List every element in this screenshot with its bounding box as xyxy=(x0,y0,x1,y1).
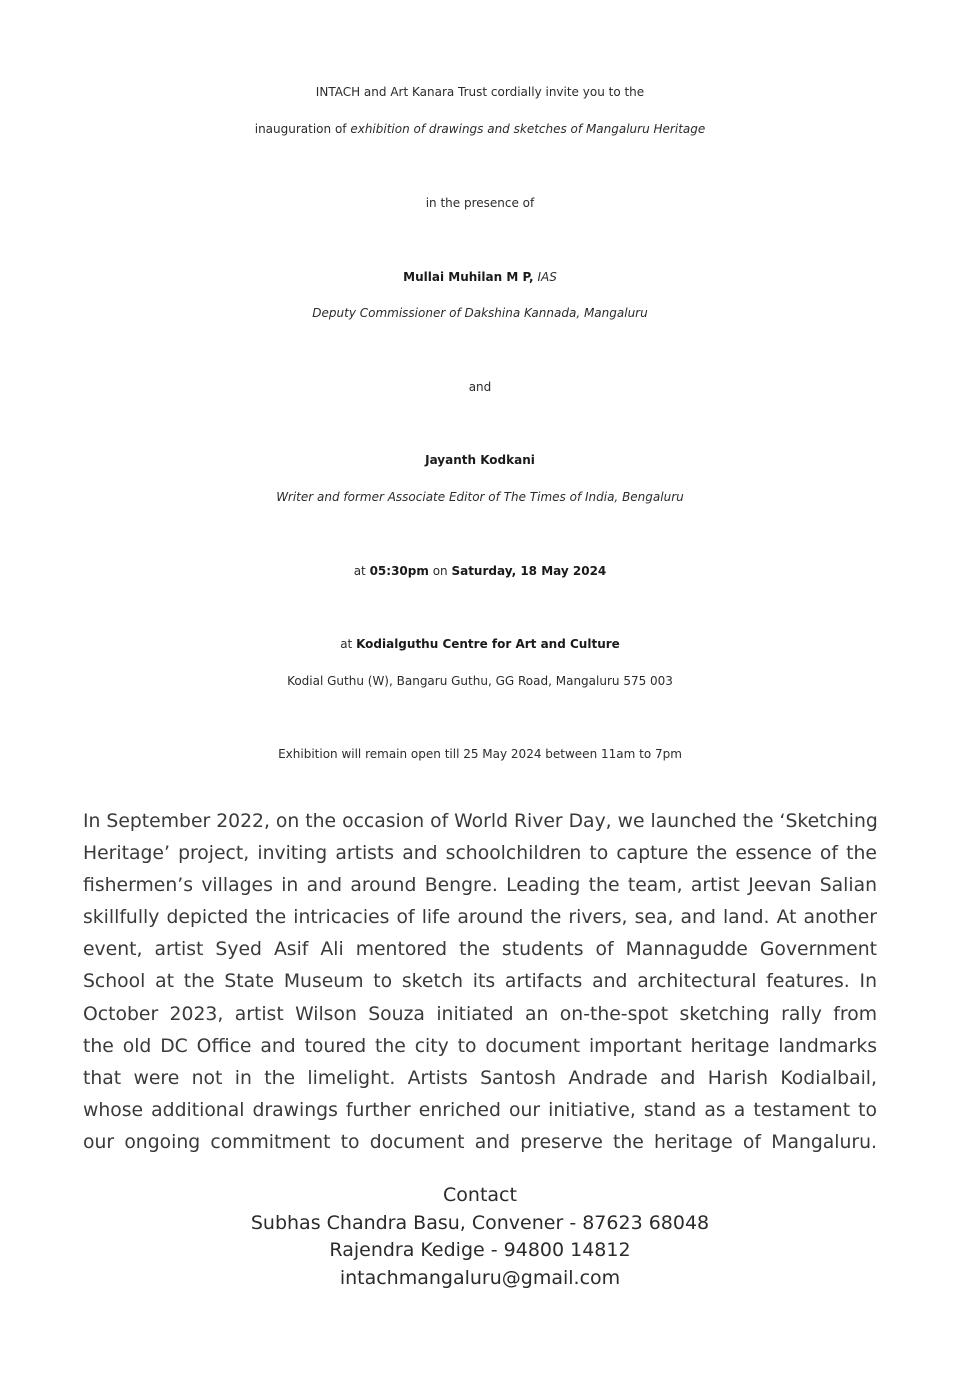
address-line xyxy=(0,667,960,695)
description-line: School at the State Museum to sketch its artifacts and architectural features. In xyxy=(83,971,877,993)
guest2-title-line xyxy=(0,483,960,511)
description-line: In September 2022, on the occasion of World River Day, we launched the ‘Sketching xyxy=(83,811,878,832)
guest2-name: Jayanth Kodkani xyxy=(425,453,535,467)
date-prefix: on xyxy=(428,564,452,578)
description-line: that were not in the limelight. Artists Santosh Andrade and Harish Kodialbail, xyxy=(83,1067,877,1089)
description-line: whose additional drawings further enriched our initiative, stand as a testament to xyxy=(83,1099,877,1121)
contact-person-2: Rajendra Kedige - 94800 14812 xyxy=(329,1239,631,1261)
description-paragraph xyxy=(83,806,877,1159)
guest1-name: Mullai Muhilan M P, xyxy=(403,270,534,284)
venue-name: Kodialguthu Centre for Art and Culture xyxy=(356,637,620,651)
datetime-line xyxy=(0,557,960,585)
presence-text: in the presence of xyxy=(425,196,535,210)
guest1-line xyxy=(0,263,960,291)
event-time: 05:30pm xyxy=(369,564,429,578)
guest1-suffix: IAS xyxy=(533,270,557,284)
and-text: and xyxy=(468,380,492,394)
contact-heading: Contact xyxy=(443,1184,517,1206)
guest1-title-line xyxy=(0,299,960,327)
presence-line xyxy=(0,189,960,217)
description-line: October 2023, artist Wilson Souza initiated an on-the-spot sketching rally from xyxy=(83,1003,877,1025)
guest2-line xyxy=(0,446,960,474)
event-date: Saturday, 18 May 2024 xyxy=(451,564,607,578)
description-line: our ongoing commitment to document and preserve the heritage of Mangaluru. xyxy=(83,1131,877,1153)
exhibition-hours-line xyxy=(0,740,960,768)
intro-line-1-text: INTACH and Art Kanara Trust cordially invite you to the xyxy=(315,85,645,99)
contact-block xyxy=(0,1182,960,1292)
guest1-title: Deputy Commissioner of Dakshina Kannada, Mangaluru xyxy=(312,306,648,320)
contact-email[interactable]: intachmangaluru@gmail.com xyxy=(339,1266,621,1289)
description-line: the old DC Office and toured the city to document important heritage landmarks xyxy=(83,1035,877,1057)
exhibition-hours: Exhibition will remain open till 25 May 2024 between 11am to 7pm xyxy=(278,747,682,761)
venue-line xyxy=(0,630,960,658)
time-prefix: at xyxy=(353,564,370,578)
intro-line-2 xyxy=(0,115,960,143)
contact-person-1: Subhas Chandra Basu, Convener - 87623 68048 xyxy=(250,1211,710,1234)
description-line: event, artist Syed Asif Ali mentored the students of Mannagudde Government xyxy=(83,939,877,961)
intro-line-2-prefix: inauguration of xyxy=(254,122,351,136)
guest2-title: Writer and former Associate Editor of The Times of India, Bengaluru xyxy=(276,490,684,504)
description-line: Heritage’ project, inviting artists and schoolchildren to capture the essence of the xyxy=(83,843,877,865)
description-line: fishermen’s villages in and around Bengre. Leading the team, artist Jeevan Salian xyxy=(83,875,877,897)
intro-line-1 xyxy=(0,78,960,106)
venue-prefix: at xyxy=(340,637,357,651)
venue-address: Kodial Guthu (W), Bangaru Guthu, GG Road, Mangaluru 575 003 xyxy=(287,674,673,688)
exhibition-title: exhibition of drawings and sketches of Mangaluru Heritage xyxy=(350,122,706,136)
description-line: skillfully depicted the intricacies of life around the rivers, sea, and land. At another xyxy=(83,907,877,929)
and-line xyxy=(0,373,960,401)
